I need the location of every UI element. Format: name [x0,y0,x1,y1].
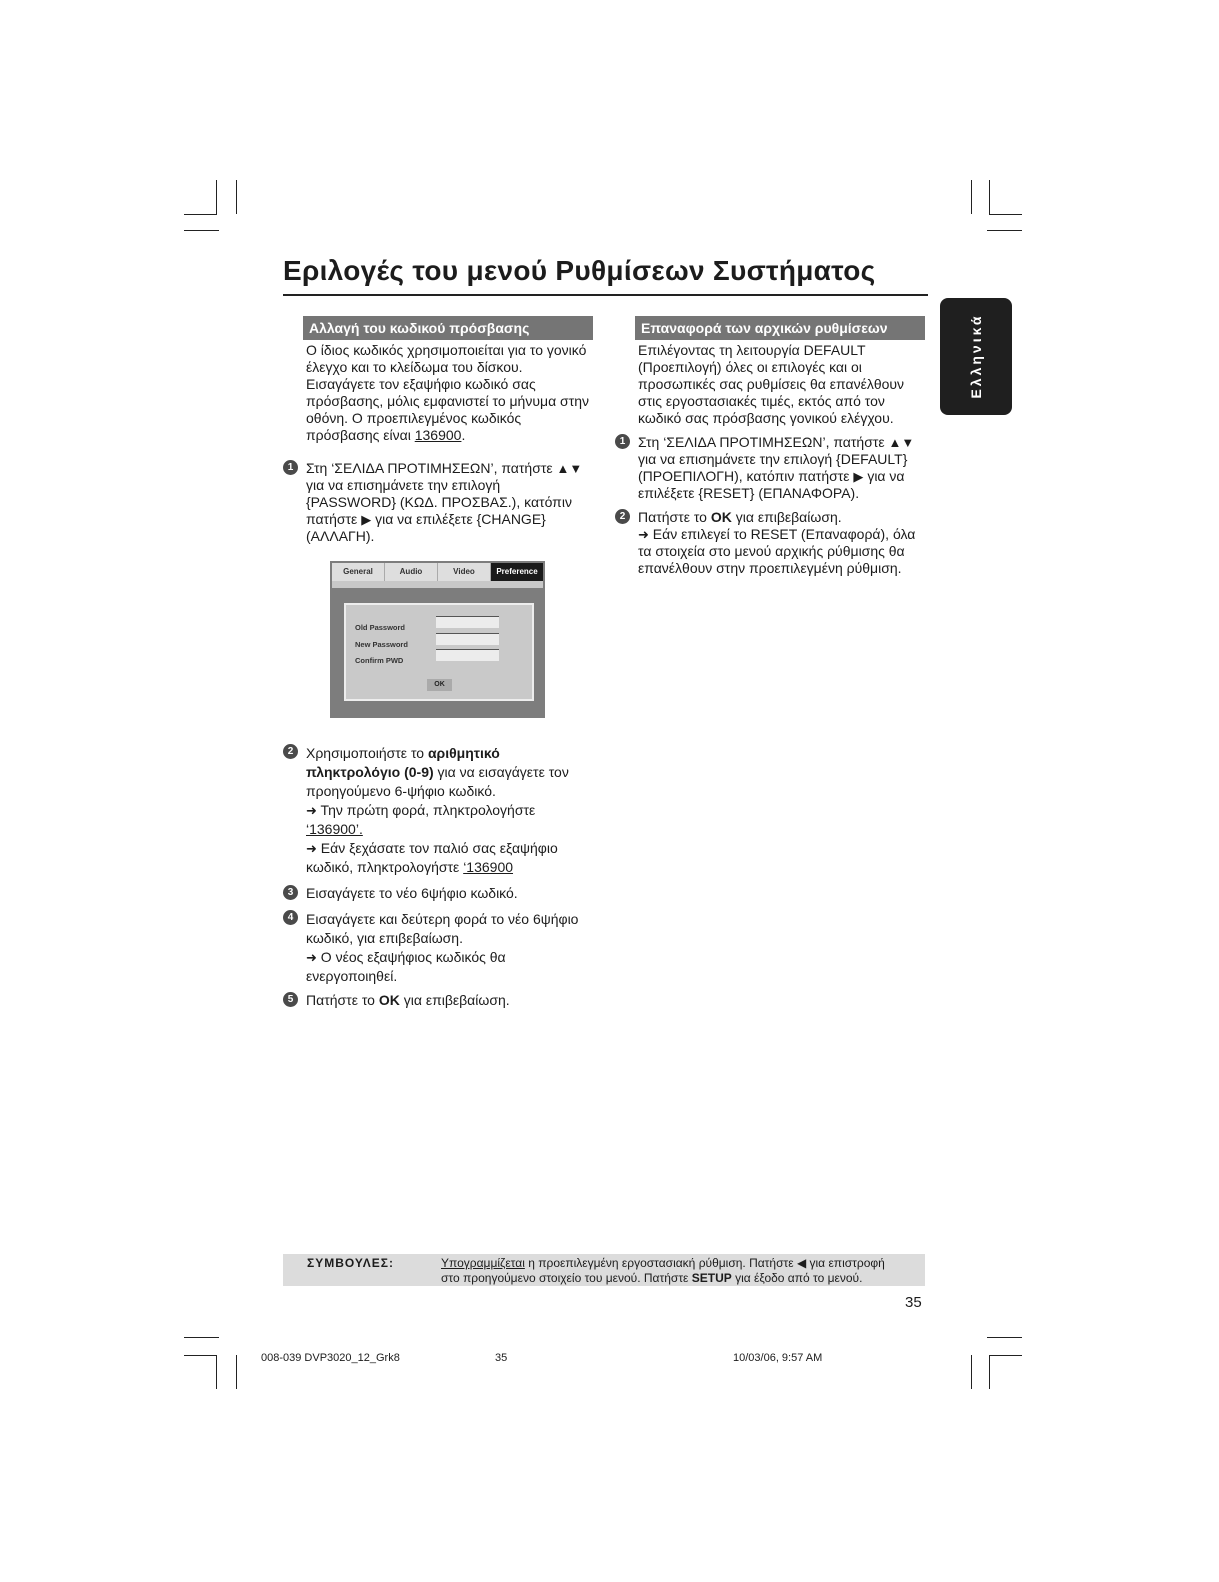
password-screen-image [330,561,545,718]
left-section-heading: Αλλαγή του κωδικού πρόσβασης [303,316,593,340]
title-rule [283,294,928,296]
osd-tab-video: Video [438,563,491,581]
page-title: Εριλογές του μενού Ρυθμίσεων Συστήματος [283,255,876,286]
step-number-badge: 1 [615,434,630,449]
right-arrow-icon: ▶ [853,469,864,484]
old-password-label: Old Password [355,623,406,632]
left-intro: Ο ίδιος κωδικός χρησιμοποιείται για το γονικό έλεγχο και το κλείδωμα του δίσκου. Εισαγάγετε τον εξαψήφιο κωδικό σας πρόσβασης, μόλις εμφανιστεί το μήνυμα στην οθόνη. Ο προεπιλεγμένος κωδικός πρόσβασης είναι 136900. [306,342,590,443]
tips-label: ΣΥΜΒΟΥΛΕΣ: [307,1256,394,1270]
left-column [287,316,593,1009]
left-step-4: 4 Εισαγάγετε και δεύτερη φορά το νέο 6ψήφιο κωδικό, για επιβεβαίωση. ➜ Ο νέος εξαψήφιος κωδικός θα ενεργοποιηθεί. [303,910,593,986]
new-password-label: New Password [355,640,408,649]
right-column [619,316,925,577]
left-step-2: 2 Χρησιμοποιήστε το αριθμητικό πληκτρολόγιο (0-9) για να εισαγάγετε τον προηγούμενο 6-ψήφιο κωδικό. ➜ Την πρώτη φορά, πληκτρολογήστε ‘136900’. ➜ Εάν ξεχάσατε τον παλιό σας εξαψήφιο κωδικό, πληκτρολογήστε ‘136900 [303,744,593,877]
left-arrow-icon: ◀ [796,1256,807,1270]
step-number-badge: 1 [283,460,298,475]
osd-password-panel [344,603,534,701]
footer-file: 008-039 DVP3020_12_Grk8 [261,1352,400,1364]
right-intro: Επιλέγοντας τη λειτουργία DEFAULT (Προεπιλογή) όλες οι επιλογές και οι προσωπικές σας ρυθμίσεις θα επανέλθουν στις εργοστασιακές τιμές, εκτός από τον κωδικό σας πρόσβασης γονικού ελέγχου. [638,342,905,426]
result-arrow-icon: ➜ [306,950,317,965]
left-step-3: 3 Εισαγάγετε το νέο 6ψήφιο κωδικό. [303,885,593,902]
step-number-badge: 2 [615,509,630,524]
default-code: 136900 [414,427,462,443]
confirm-password-field [436,649,499,661]
step-number-badge: 4 [283,910,298,925]
up-down-arrows-icon: ▲▼ [888,435,915,450]
osd-ok-button: OK [427,679,452,691]
old-password-field [436,616,499,628]
osd-tab-bar [332,563,543,581]
tips-bar [283,1254,925,1286]
right-section-heading: Επαναφορά των αρχικών ρυθμίσεων [635,316,925,340]
right-arrow-icon: ▶ [361,512,372,527]
result-arrow-icon: ➜ [638,527,649,542]
language-tab-label: Ελληνικά [968,313,984,399]
right-step-2: 2 Πατήστε το OK για επιβεβαίωση. ➜ Εάν επιλεγεί το RESET (Επαναφορά), όλα τα στοιχεία στο μενού αρχικής ρύθμισης θα επανέλθουν στην προεπιλεγμένη ρύθμιση. [635,509,925,577]
page-number: 35 [905,1294,922,1311]
new-password-field [436,633,499,645]
osd-tab-general: General [332,563,385,581]
up-down-arrows-icon: ▲▼ [556,461,583,476]
footer-date: 10/03/06, 9:57 AM [733,1352,823,1364]
osd-strip [332,581,543,588]
result-arrow-icon: ➜ [306,803,317,818]
left-step-1: 1 Στη ‘ΣΕΛΙΔΑ ΠΡΟΤΙΜΗΣΕΩΝ’, πατήστε ▲▼ για να επισημάνετε την επιλογή {PASSWORD} (ΚΩΔ. ΠΡΟΣΒΑΣ.), κατόπιν πατήστε ▶ για να επιλέξετε {CHANGE} (ΑΛΛΑΓΗ). [303,460,593,545]
tips-text: Υπογραμμίζεται η προεπιλεγμένη εργοστασιακή ρύθμιση. Πατήστε ◀ για επιστροφή στο προηγούμενο στοιχείο του μενού. Πατήστε SETUP για έξοδο από το μενού. [441,1256,885,1285]
osd-tab-preference: Preference [491,563,543,581]
confirm-password-label: Confirm PWD [355,656,404,665]
osd-tab-audio: Audio [385,563,438,581]
result-arrow-icon: ➜ [306,841,317,856]
left-step-5: 5 Πατήστε το OK για επιβεβαίωση. [303,992,593,1009]
footer-page: 35 [495,1352,508,1364]
language-tab [940,298,1012,415]
step-number-badge: 5 [283,992,298,1007]
right-step-1: 1 Στη ‘ΣΕΛΙΔΑ ΠΡΟΤΙΜΗΣΕΩΝ’, πατήστε ▲▼ για να επισημάνετε την επιλογή {DEFAULT} (ΠΡΟΕΠΙΛΟΓΗ), κατόπιν πατήστε ▶ για να επιλέξετε {RESET} (ΕΠΑΝΑΦΟΡΑ). [635,434,925,502]
step-number-badge: 2 [283,744,298,759]
step-number-badge: 3 [283,885,298,900]
